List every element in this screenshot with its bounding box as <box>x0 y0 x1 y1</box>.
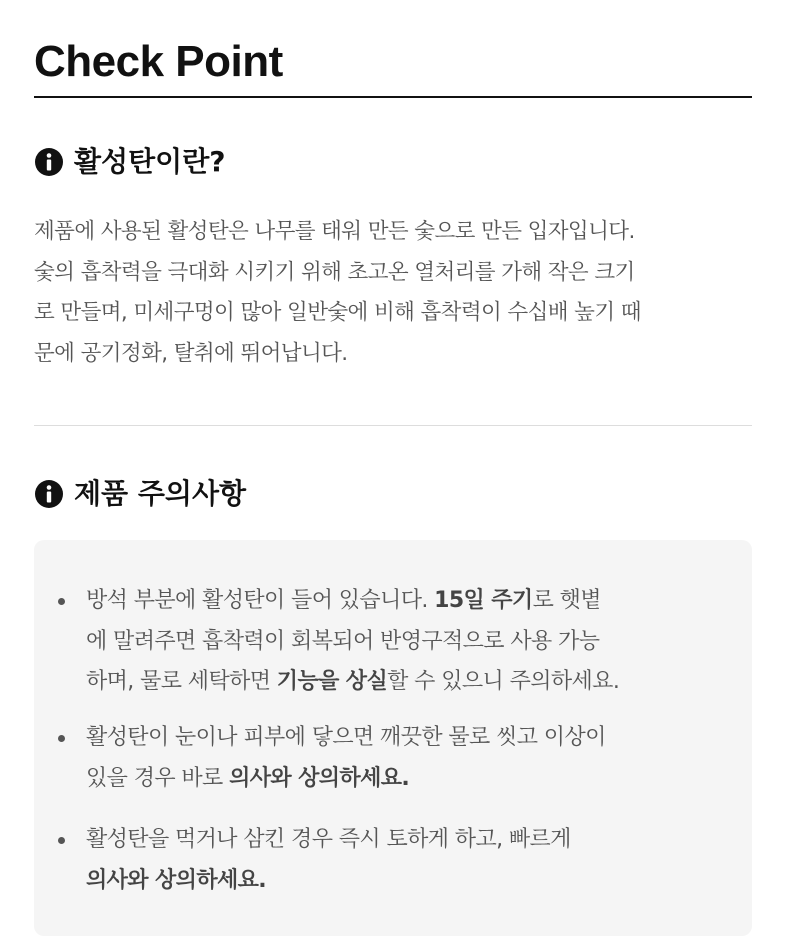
intro-line: 문에 공기정화, 탈취에 뛰어납니다. <box>34 340 348 366</box>
text: 활성탄이 눈이나 피부에 닿으면 깨끗한 물로 씻고 이상이 <box>86 725 606 750</box>
section-heading-text: 제품 주의사항 <box>74 477 247 510</box>
intro-line: 숯의 흡착력을 극대화 시키기 위해 초고온 열처리를 가해 작은 크기 <box>34 259 635 285</box>
section-heading-text: 활성탄이란? <box>74 145 226 178</box>
bullet-dot <box>58 837 65 844</box>
emphasis-text: 기능을 상실 <box>276 669 388 694</box>
list-item <box>86 718 606 799</box>
bullet-dot <box>58 598 65 605</box>
title-rule <box>34 96 752 98</box>
text: 에 말려주면 흡착력이 회복되어 반영구적으로 사용 가능 <box>86 628 600 654</box>
emphasis-text: 의사와 상의하세요. <box>86 867 267 893</box>
section-divider <box>34 425 752 426</box>
bullet-dot <box>58 735 65 742</box>
list-item <box>86 581 619 703</box>
intro-line: 제품에 사용된 활성탄은 나무를 태워 만든 숯으로 만든 입자입니다. <box>34 219 635 244</box>
text: 할 수 있으니 주의하세요. <box>387 669 620 694</box>
section-heading-precautions <box>34 474 246 514</box>
text: 있을 경우 바로 <box>86 765 230 791</box>
text: 하며, 물로 세탁하면 <box>86 669 277 694</box>
text: 로 햇볕 <box>532 588 601 613</box>
list-item <box>86 820 571 901</box>
intro-paragraph <box>34 212 758 374</box>
section-heading-activated-carbon <box>34 142 225 182</box>
page-title: Check Point <box>34 37 283 86</box>
text: 활성탄을 먹거나 삼킨 경우 즉시 토하게 하고, 빠르게 <box>86 827 571 852</box>
info-icon <box>34 147 64 177</box>
info-icon <box>34 479 64 509</box>
emphasis-text: 의사와 상의하세요. <box>229 765 410 791</box>
emphasis-text: 15일 주기 <box>434 588 533 613</box>
intro-line: 로 만들며, 미세구멍이 많아 일반숯에 비해 흡착력이 수십배 높기 때 <box>34 300 641 325</box>
text: 방석 부분에 활성탄이 들어 있습니다. <box>86 588 435 613</box>
